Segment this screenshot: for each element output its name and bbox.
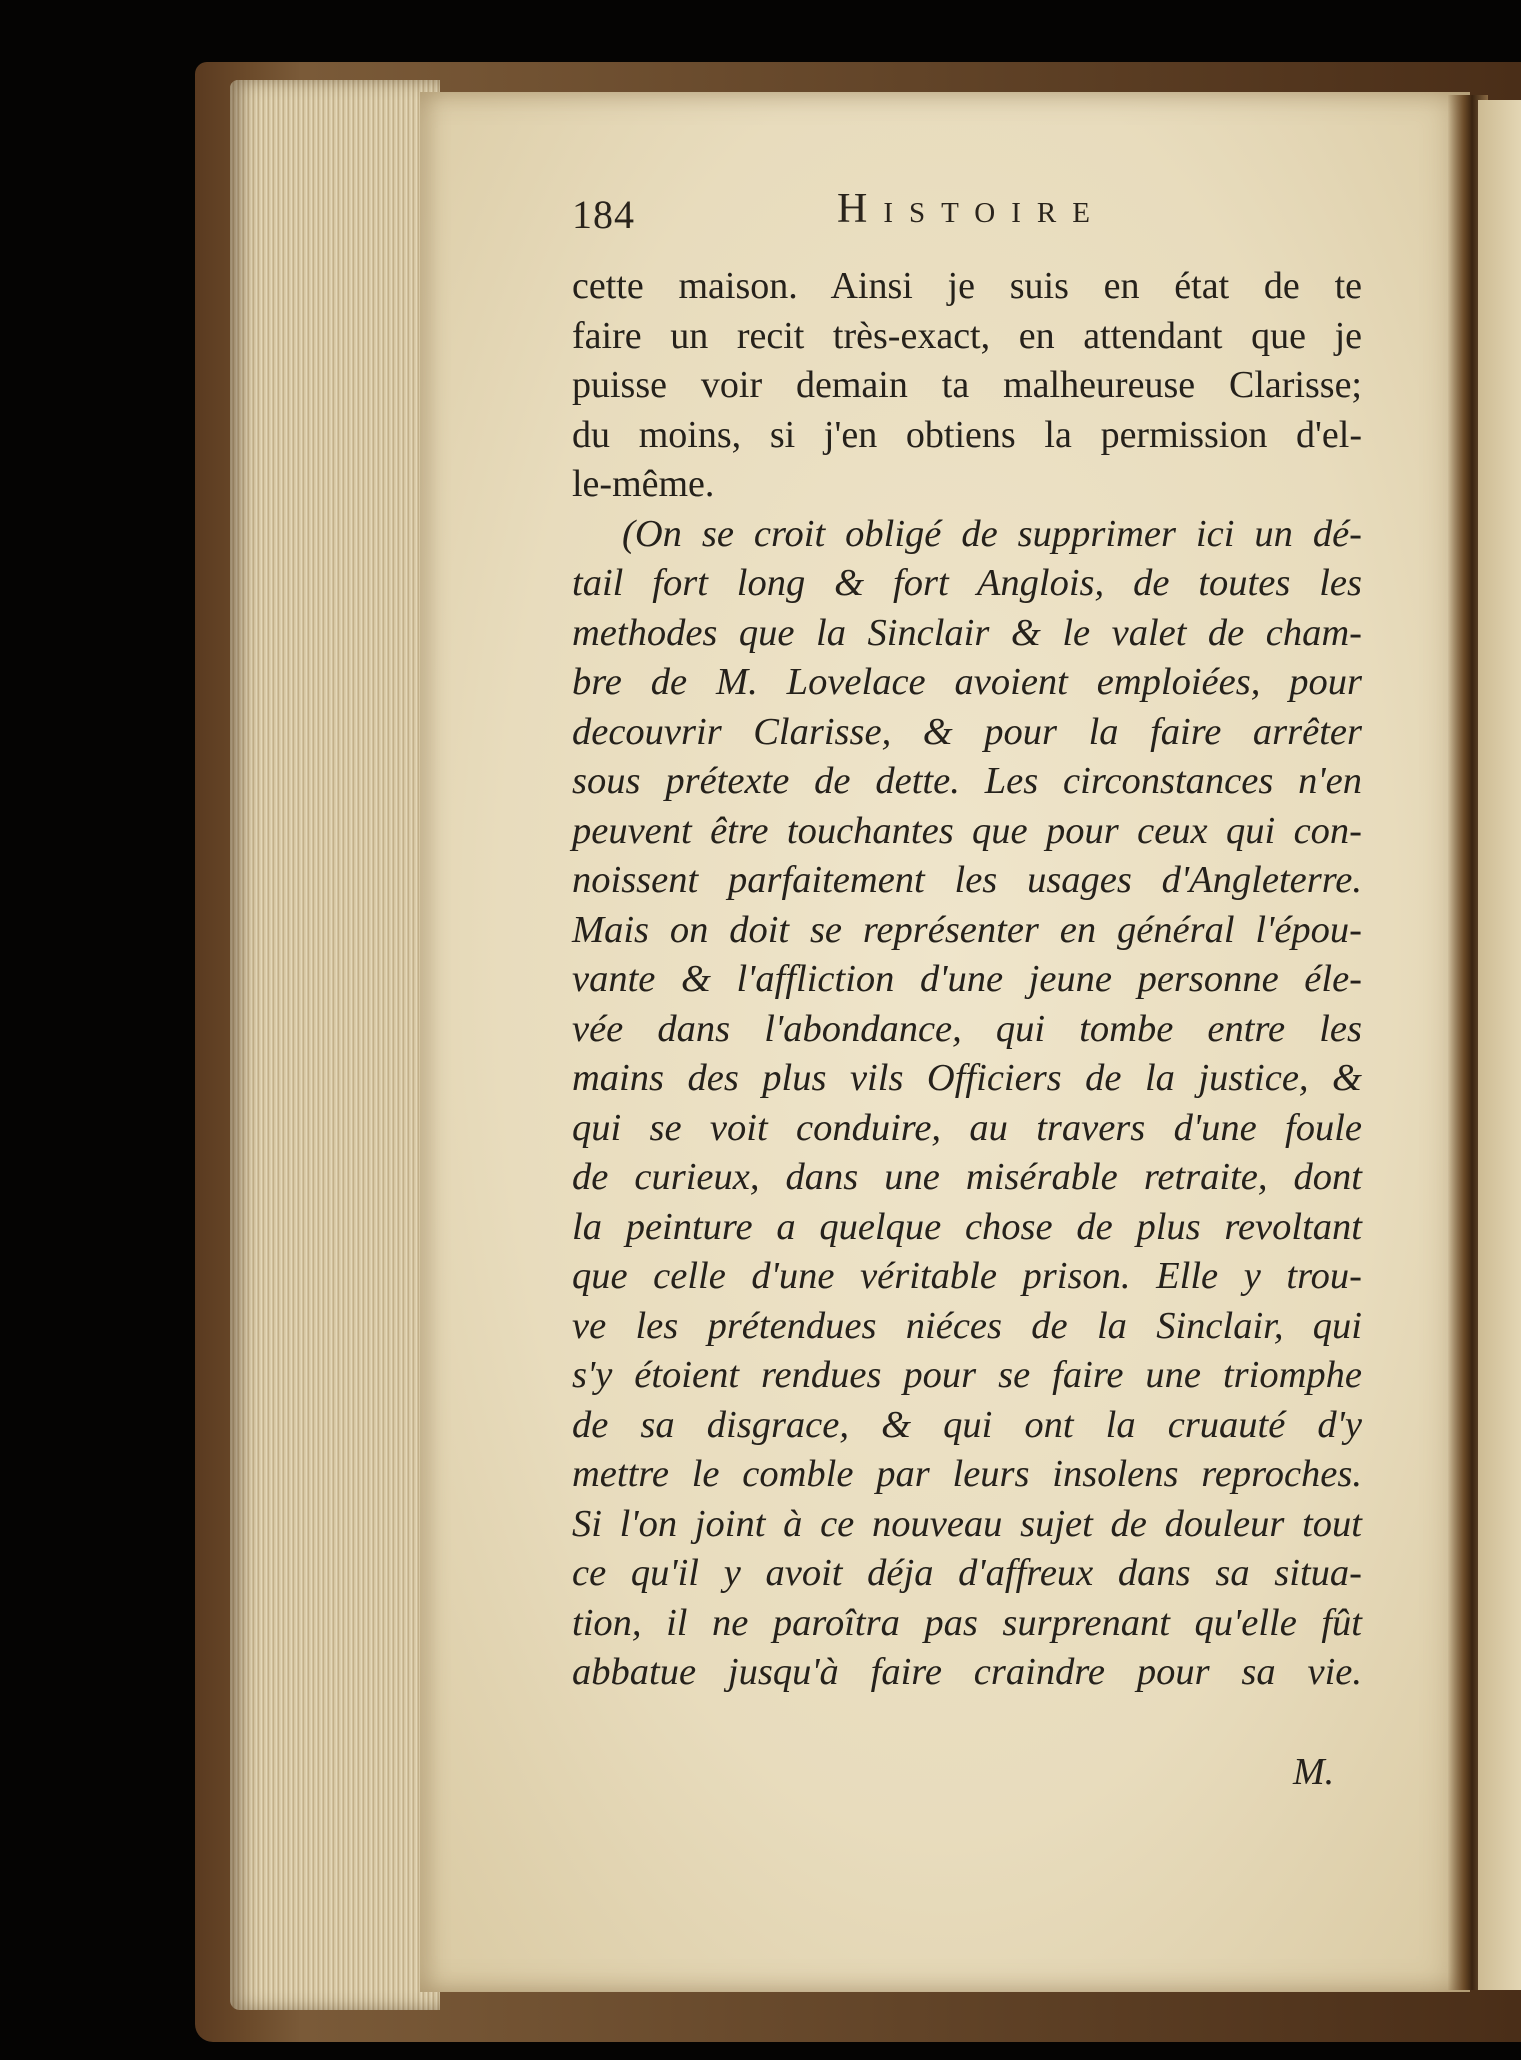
facing-page-edge — [1478, 100, 1521, 1990]
italic-line: vée dans l'abondance, qui tombe entre les — [572, 1007, 1362, 1050]
page-edges — [230, 80, 440, 2010]
italic-line: mains des plus vils Officiers de la justice, & — [572, 1057, 1362, 1099]
italic-line: tion, il ne paroîtra pas surprenant qu'elle fût — [572, 1601, 1362, 1644]
italic-line: qui se voit conduire, au travers d'une foule — [572, 1106, 1362, 1149]
page-number: 184 — [572, 192, 635, 237]
italic-line: de curieux, dans une misérable retraite, dont — [572, 1156, 1362, 1198]
italic-line: de sa disgrace, & qui ont la cruauté d'y — [572, 1403, 1362, 1446]
italic-line: peuvent être touchantes que pour ceux qui con- — [572, 809, 1362, 852]
catchword: M. — [1293, 1751, 1335, 1793]
italic-line: s'y étoient rendues pour se faire une triomphe — [572, 1354, 1362, 1396]
italic-line: vante & l'affliction d'une jeune personne éle- — [572, 958, 1362, 1000]
italic-line: ce qu'il y avoit déja d'affreux dans sa situa- — [572, 1552, 1362, 1594]
body-text — [572, 262, 1362, 1698]
running-head — [572, 185, 1372, 255]
italic-line: (On se croit obligé de supprimer ici un dé- — [622, 512, 1362, 555]
italic-line: tail fort long & fort Anglois, de toutes les — [572, 562, 1362, 604]
running-title: Histoire — [837, 186, 1106, 232]
italic-line: noissent parfaitement les usages d'Angleterre. — [572, 859, 1362, 901]
italic-line: bre de M. Lovelace avoient emploiées, pour — [572, 661, 1362, 703]
text-line: faire un recit très-exact, en attendant que je — [572, 314, 1362, 357]
text-line: du moins, si j'en obtiens la permission d'el- — [572, 413, 1362, 456]
italic-line: Si l'on joint à ce nouveau sujet de douleur tout — [572, 1502, 1362, 1545]
italic-line: la peinture a quelque chose de plus revoltant — [572, 1205, 1362, 1248]
italic-line: abbatue jusqu'à faire craindre pour sa vie. — [572, 1651, 1362, 1693]
text-line: cette maison. Ainsi je suis en état de te — [572, 265, 1362, 307]
italic-line: methodes que la Sinclair & le valet de cham- — [572, 611, 1362, 654]
italic-line: decouvrir Clarisse, & pour la faire arrêter — [572, 710, 1362, 753]
italic-line: Mais on doit se représenter en général l'épou- — [572, 908, 1362, 951]
italic-line: ve les prétendues niéces de la Sinclair, qui — [572, 1304, 1362, 1347]
italic-line: mettre le comble par leurs insolens reproches. — [572, 1453, 1362, 1495]
italic-line: sous prétexte de dette. Les circonstances n'en — [572, 760, 1362, 802]
text-line: puisse voir demain ta malheureuse Clarisse; — [572, 364, 1362, 406]
italic-line: que celle d'une véritable prison. Elle y trou- — [572, 1255, 1362, 1297]
text-line: le-même. — [572, 463, 715, 505]
